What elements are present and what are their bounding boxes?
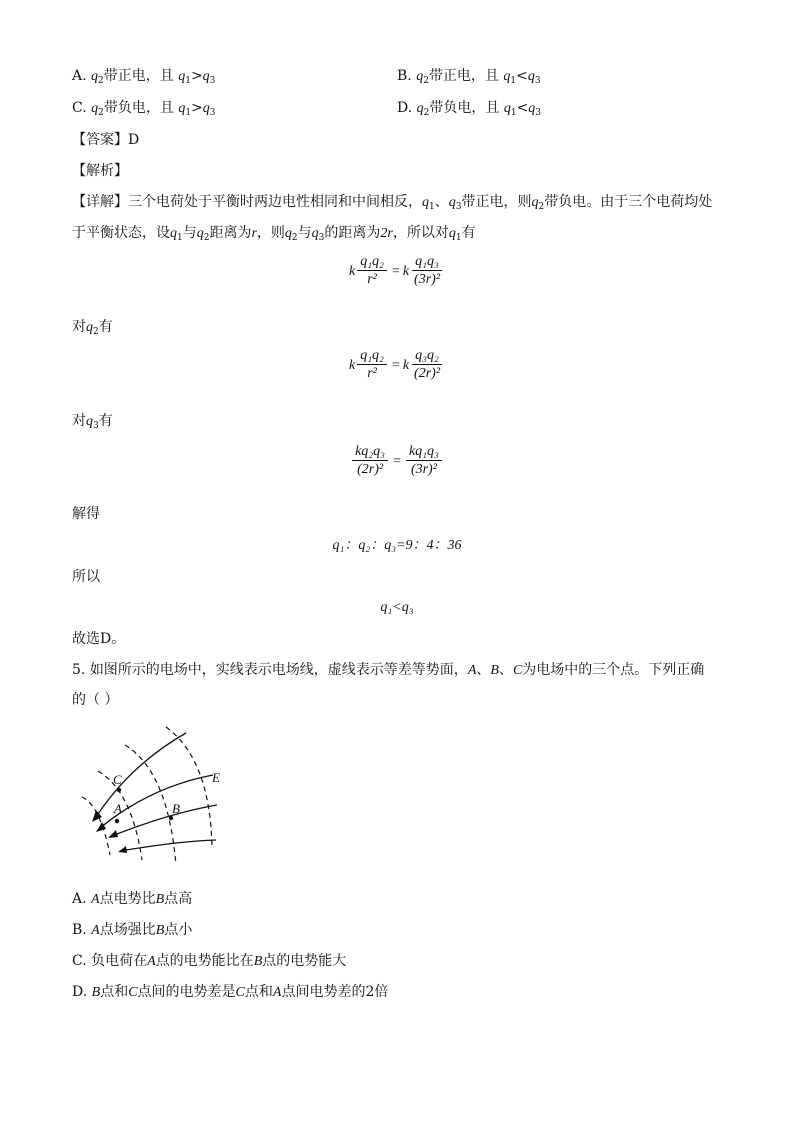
ratio-equation: q₁：q₂：q₃=9：4：36 <box>332 538 462 553</box>
q4-option-d: D. $q_2$带负电，且 $q_1<q_3$ <box>397 100 542 118</box>
label-b: B <box>172 801 180 816</box>
field-line <box>112 805 217 836</box>
equation-1: k $\frac{\text{q₁q₂}}{\text{r²}}$ = k $\frac{\text{q₁q₃}}{\text{(3r)²}}$ <box>348 254 441 287</box>
arrowheads <box>92 810 127 853</box>
q5-option-b: B. A点场强比B点小 <box>72 922 193 938</box>
detail-line-1: 【详解】三个电荷处于平衡时两边电性相同和中间相反，$q_1$、$q_3$带正电，则$q_2$带负电。由于三个电荷均处 <box>72 194 713 212</box>
solve-label: 解得 <box>72 506 100 522</box>
equation-3: $\frac{\text{kq₂q₃}}{\text{(2r)²}}$ = $\frac{\text{kq₁q₃}}{\text{(3r)²}}$ <box>0 444 794 479</box>
point-c <box>117 788 121 792</box>
q5-option-c: C. 负电荷在A点的电势能比在B点的电势能大 <box>72 953 347 969</box>
answer-value: D <box>128 132 140 148</box>
answer-line <box>72 130 139 150</box>
for-q2-line: 对$q_2$有 <box>72 319 113 337</box>
q5-option-d: D. B点和C点间的电势差是C点和A点间电势差的2倍 <box>72 984 389 1000</box>
point-b <box>169 816 173 820</box>
arrowhead <box>108 830 118 838</box>
equation-2: k $\frac{\text{q₁q₂}}{\text{r²}}$ = k $\frac{\text{q₃q₂}}{\text{(2r)²}}$ <box>348 348 441 381</box>
q5-stem-line-2: 的（ ） <box>72 692 119 708</box>
arrowhead <box>96 822 106 832</box>
label-c: C <box>113 772 122 787</box>
for-q3-line: 对$q_3$有 <box>72 413 113 431</box>
q4-option-a: A. $q_2$带正电，且 $q_1>q_3$ <box>72 68 216 86</box>
equipotential-line <box>166 727 212 847</box>
so-label: 所以 <box>72 569 100 585</box>
answer-tag: 【答案】 <box>72 132 128 148</box>
arrowhead <box>118 846 127 853</box>
electric-field-figure <box>70 725 240 870</box>
label-e: E <box>212 770 220 785</box>
choose-line: 故选D。 <box>72 631 126 647</box>
q4-option-c: C. $q_2$带负电，且 $q_1>q_3$ <box>72 100 216 118</box>
analysis-tag: 【解析】 <box>72 163 128 179</box>
q4-option-b: B. $q_2$带正电，且 $q_1<q_3$ <box>397 68 541 86</box>
detail-line-2: 于平衡状态，设$q_1$与$q_2$距离为r，则$q_2$与$q_3$的距离为2r，所以对$q_1$有 <box>72 225 476 243</box>
result-inequality: q₁<q₃ <box>380 600 414 615</box>
point-a <box>115 819 119 823</box>
label-a: A <box>114 801 122 816</box>
field-line <box>120 840 216 851</box>
q5-option-a: A. A点电势比B点高 <box>72 891 193 907</box>
equipotential-lines <box>82 727 212 865</box>
equipotential-line <box>82 797 110 855</box>
q5-stem-line-1: 5. 如图所示的电场中，实线表示电场线，虚线表示等差等势面，A、B、C为电场中的三个点。下列正确 <box>72 662 705 678</box>
